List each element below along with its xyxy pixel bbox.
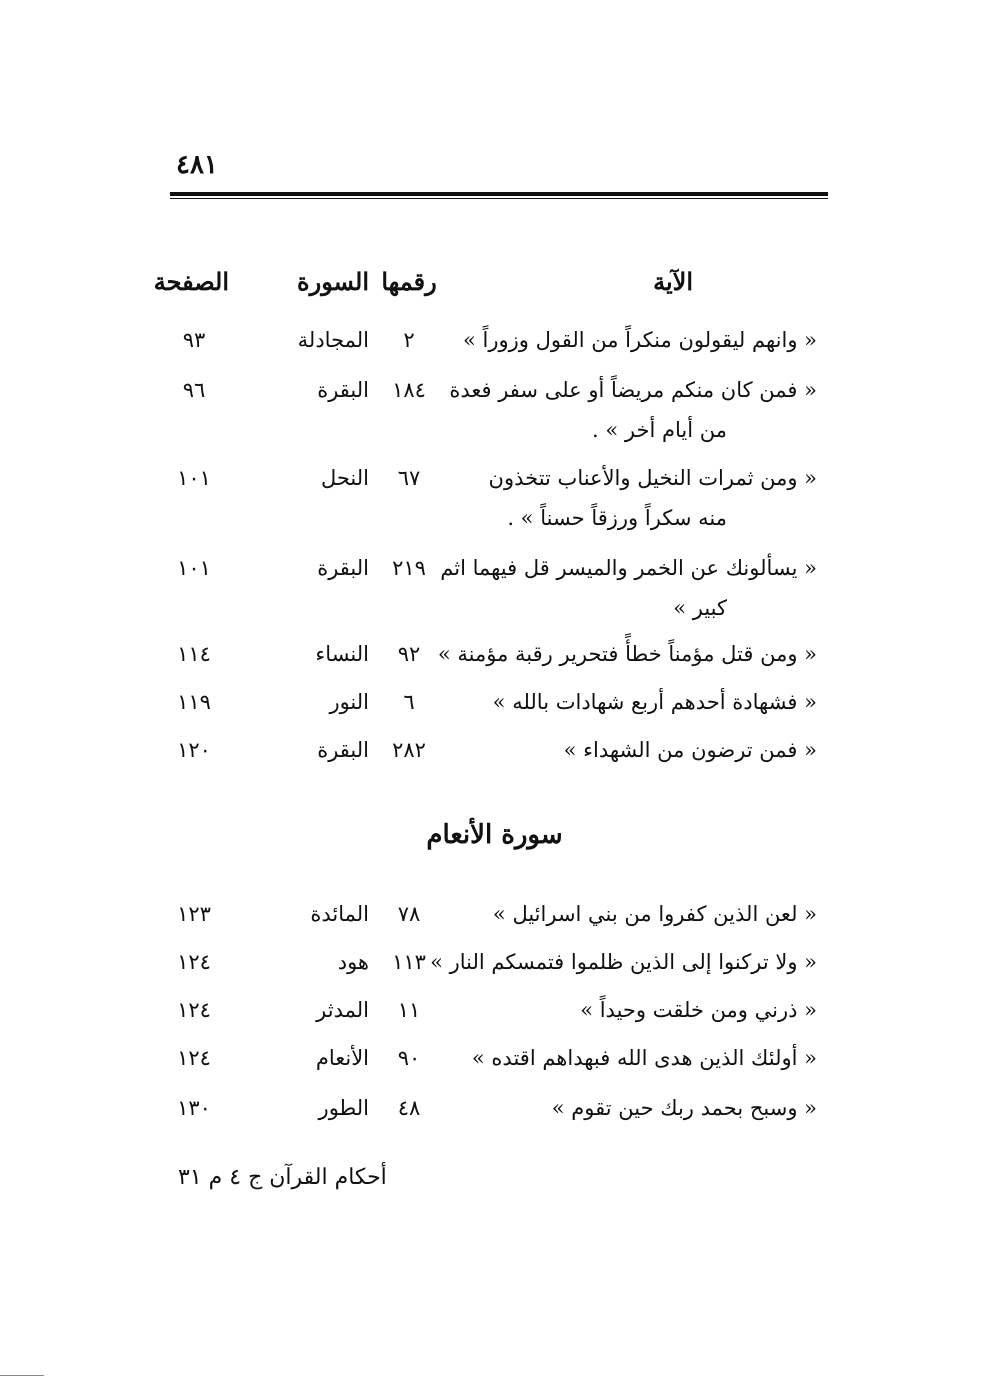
table-row bbox=[0, 1088, 989, 1128]
ayah-number: ١٨٤ bbox=[392, 378, 426, 402]
ayah-text: « لعن الذين كفروا من بني اسرائيل » bbox=[492, 902, 817, 926]
page-ref: ١٢٤ bbox=[177, 1046, 211, 1070]
table-row bbox=[0, 894, 989, 934]
table-row bbox=[0, 634, 989, 674]
page-ref: ١٢٤ bbox=[177, 998, 211, 1022]
page-ref: ١٢٤ bbox=[177, 950, 211, 974]
ayah-text: « فشهادة أحدهم أربع شهادات بالله » bbox=[492, 690, 817, 714]
page-ref: ٩٣ bbox=[182, 328, 206, 352]
ayah-number: ٢١٩ bbox=[392, 556, 426, 580]
ayah-number: ٩٢ bbox=[397, 642, 421, 666]
page-ref: ١٠١ bbox=[177, 466, 211, 490]
ayah-number: ١١ bbox=[397, 998, 421, 1022]
page-ref: ١٢٠ bbox=[177, 738, 211, 762]
table-row bbox=[0, 370, 989, 410]
ayah-text: « وانهم ليقولون منكراً من القول وزوراً » bbox=[463, 328, 817, 352]
surah-name: المدثر bbox=[316, 998, 369, 1022]
header-number: رقمها bbox=[381, 267, 437, 296]
surah-name: النساء bbox=[315, 642, 369, 666]
ayah-continuation: كبير » bbox=[673, 596, 727, 620]
ayah-text: « يسألونك عن الخمر والميسر قل فيهما اثم bbox=[440, 556, 817, 580]
ayah-number: ٦ bbox=[403, 690, 415, 714]
page-ref: ١١٤ bbox=[177, 642, 211, 666]
table-row bbox=[0, 942, 989, 982]
table-row bbox=[0, 320, 989, 360]
header-page: الصفحة bbox=[153, 267, 229, 296]
ayah-number: ٧٨ bbox=[397, 902, 421, 926]
ayah-continuation: من أيام أخر » . bbox=[592, 418, 727, 442]
page-ref: ١٢٣ bbox=[177, 902, 211, 926]
corner-scan-mark bbox=[0, 1375, 44, 1376]
ayah-text: « ذرني ومن خلقت وحيداً » bbox=[580, 998, 817, 1022]
ayah-text: « أولئك الذين هدى الله فبهداهم اقتده » bbox=[471, 1046, 817, 1070]
surah-name: النور bbox=[329, 690, 369, 714]
header-surah: السورة bbox=[297, 267, 369, 296]
ayah-text: « ومن ثمرات النخيل والأعناب تتخذون bbox=[488, 466, 817, 490]
surah-name: النحل bbox=[320, 466, 369, 490]
table-row bbox=[0, 458, 989, 498]
section-title: سورة الأنعام bbox=[426, 820, 563, 850]
ayah-text: « فمن ترضون من الشهداء » bbox=[563, 738, 817, 762]
surah-name: البقرة bbox=[317, 738, 369, 762]
surah-name: المجادلة bbox=[297, 328, 369, 352]
footer-signature: أحكام القرآن ج ٤ م ٣١ bbox=[178, 1165, 387, 1190]
header-ayah: الآية bbox=[653, 267, 693, 296]
ayah-number: ١١٣ bbox=[392, 950, 426, 974]
ayah-number: ٢ bbox=[403, 328, 415, 352]
header-rule bbox=[170, 192, 828, 199]
table-row bbox=[0, 548, 989, 588]
table-row bbox=[0, 730, 989, 770]
page-ref: ١١٩ bbox=[177, 690, 211, 714]
surah-name: الأنعام bbox=[315, 1046, 369, 1070]
ayah-continuation: منه سكراً ورزقاً حسناً » . bbox=[507, 506, 727, 530]
surah-name: هود bbox=[337, 950, 369, 974]
table-row bbox=[0, 1038, 989, 1078]
ayah-text: « ومن قتل مؤمناً خطأً فتحرير رقبة مؤمنة » bbox=[437, 642, 817, 666]
page-number: ٤٨١ bbox=[176, 150, 218, 180]
surah-name: المائدة bbox=[310, 902, 369, 926]
table-row bbox=[0, 682, 989, 722]
ayah-text: « فمن كان منكم مريضاً أو على سفر فعدة bbox=[449, 378, 817, 402]
surah-name: البقرة bbox=[317, 556, 369, 580]
ayah-text: « ولا تركنوا إلى الذين ظلموا فتمسكم النار » bbox=[430, 950, 817, 974]
ayah-number: ٢٨٢ bbox=[392, 738, 426, 762]
ayah-number: ٦٧ bbox=[397, 466, 421, 490]
surah-name: البقرة bbox=[317, 378, 369, 402]
ayah-text: « وسبح بحمد ربك حين تقوم » bbox=[551, 1096, 817, 1120]
table-header bbox=[0, 262, 989, 302]
ayah-number: ٤٨ bbox=[397, 1096, 421, 1120]
page-ref: ١٠١ bbox=[177, 556, 211, 580]
ayah-number: ٩٠ bbox=[397, 1046, 421, 1070]
surah-name: الطور bbox=[318, 1096, 369, 1120]
page-ref: ٩٦ bbox=[182, 378, 206, 402]
table-row bbox=[0, 990, 989, 1030]
page-ref: ١٣٠ bbox=[177, 1096, 211, 1120]
